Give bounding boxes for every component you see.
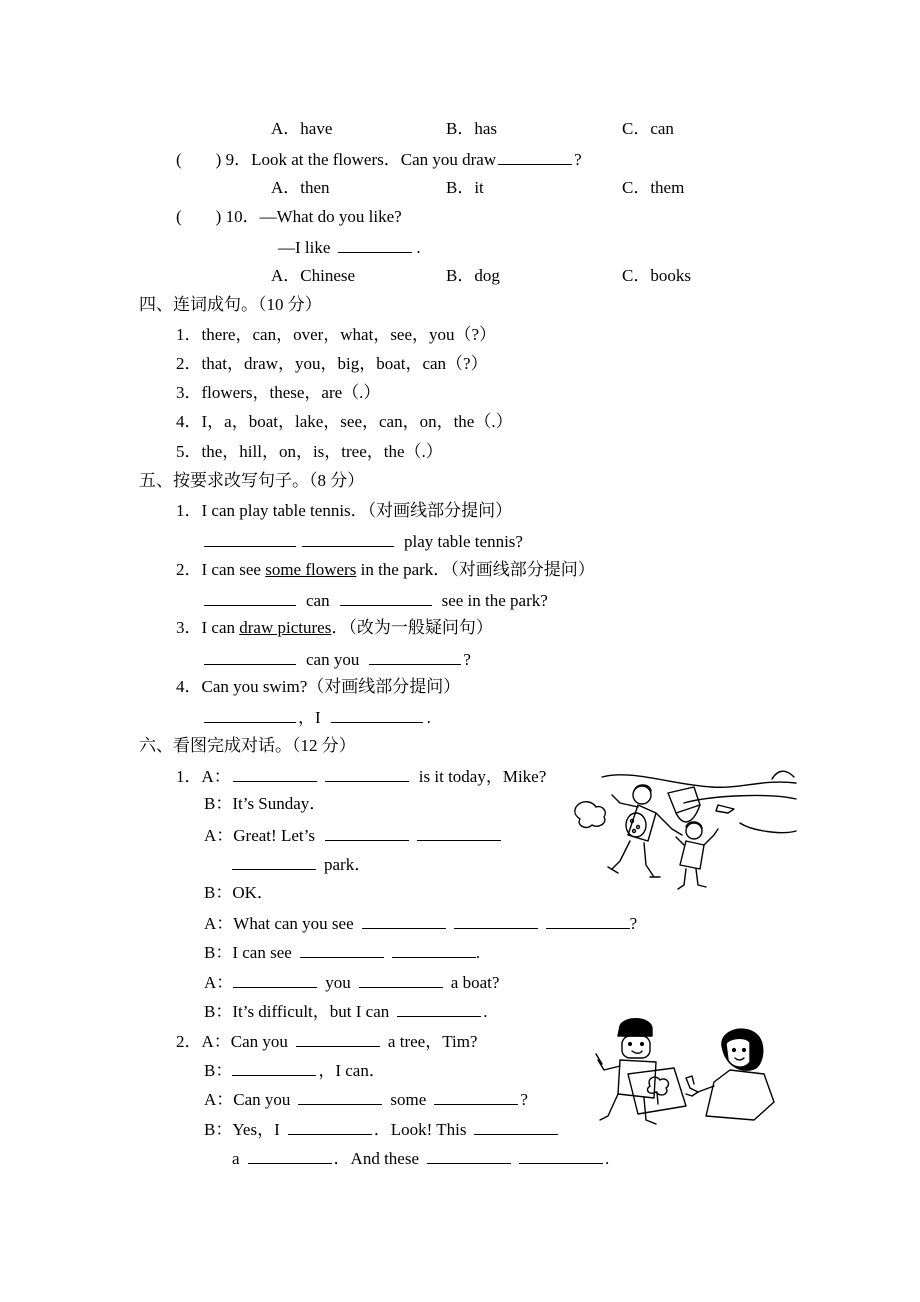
d2-line-1 [176,1030,477,1052]
d1-l6-b: ? [629,914,638,933]
d2-l1-a: 2．A：Can you [176,1032,288,1051]
s5-i1-blank-1[interactable] [204,530,296,547]
d1-l8-b: you [325,973,351,992]
s5-i2-pre: 2．I can see [176,560,266,579]
s5-i2-mid: can [306,591,330,610]
d2-l4-blank-2[interactable] [474,1118,558,1135]
d1-l4-blank[interactable] [232,853,316,870]
lake-top [684,796,796,803]
s4-item-5: 5．the，hill，on，is，tree，the（.） [176,442,443,461]
d1-l9-a: B：It’s difficult，but I can [204,1002,390,1021]
park-illustration [572,765,800,897]
d1-line-3 [204,824,501,846]
d2-l1-blank[interactable] [296,1030,380,1047]
s4-item-3: 3．flowers，these，are（.） [176,383,381,402]
girl-face [726,1038,750,1067]
section-5-title: 五、按要求改写句子。（8 分） [139,471,365,490]
s5-i4-blank-1[interactable] [204,706,296,723]
d2-l2-a: B： [204,1061,233,1080]
d1-l6-blank-3[interactable] [546,912,630,929]
thumbs-up [686,1076,694,1088]
q10-line2 [278,236,421,258]
s5-i4-mid: ，I [298,708,321,727]
d1-l6-a: A：What can you see [204,914,354,933]
d2-l2-blank[interactable] [232,1059,316,1076]
q10-text: 10．—What do you like? [225,207,402,226]
d1-l8-c: a boat? [450,973,500,992]
hill-line [602,775,796,787]
d2-l3-b: some [390,1090,427,1109]
s5-i3-blank-2[interactable] [369,648,461,665]
s5-item-1-answer [204,530,523,552]
boy-hair [618,1019,652,1036]
d1-l8-a: A： [204,973,234,992]
d2-l5-c: . [605,1149,610,1168]
d1-l9-blank[interactable] [397,1000,481,1017]
s5-i4-tail: . [426,708,431,727]
q8-option-b: B．has [446,119,497,138]
d2-l3-blank-1[interactable] [298,1088,382,1105]
q8-option-a: A．have [271,119,333,138]
d1-l3-blank-1[interactable] [325,824,409,841]
d1-l1-blank-1[interactable] [233,765,317,782]
s5-item-2-answer [204,589,548,611]
d1-line-2: B：It’s Sunday． [204,794,327,813]
s5-i3-underlined: draw pictures [239,618,332,637]
q10-line [176,207,402,227]
d2-l3-a: A：Can you [204,1090,291,1109]
d2-l5-a: a [232,1149,240,1168]
d2-line-2 [204,1059,386,1081]
d1-l7-b: . [475,943,481,962]
d2-l5-blank-1[interactable] [248,1147,332,1164]
d1-l7-blank-1[interactable] [300,941,384,958]
s5-i3-post: ．（改为一般疑问句） [331,618,493,637]
d2-l1-b: a tree，Tim? [387,1032,478,1051]
s5-i2-tail: see in the park? [441,591,548,610]
boat [716,805,734,813]
q9-answer-paren[interactable]: ( ) [176,150,222,169]
d2-l4-b: ．Look! This [373,1120,467,1139]
d1-l3-a: A：Great! Let’s [204,826,315,845]
d1-l8-blank-1[interactable] [233,971,317,988]
lake-bottom [740,823,796,833]
drawing-illustration [594,1016,784,1144]
s5-item-4-answer [204,706,431,728]
d2-l4-a: B：Yes，I [204,1120,280,1139]
s5-i2-blank-2[interactable] [340,589,432,606]
s5-i3-mid: can you [306,650,360,669]
d1-l7-blank-2[interactable] [392,941,476,958]
q10-blank[interactable] [338,236,412,253]
d1-line-8 [204,971,499,993]
q10-option-b: B．dog [446,266,500,285]
q9-line [176,148,582,170]
d2-line-4 [204,1118,558,1140]
d2-l2-b: ，I can． [318,1061,386,1080]
s5-item-3 [176,618,493,638]
s5-i2-post: in the park．（对画线部分提问） [356,560,595,579]
s5-i2-blank-1[interactable] [204,589,296,606]
d1-l1-b: is it today，Mike? [418,767,547,786]
d2-l5-blank-3[interactable] [519,1147,603,1164]
d1-line-6 [204,912,637,934]
s5-i3-blank-1[interactable] [204,648,296,665]
d1-l6-blank-1[interactable] [362,912,446,929]
s5-item-3-answer [204,648,471,670]
d1-line-5: B：OK． [204,883,274,902]
q10-option-a: A．Chinese [271,266,356,285]
q9-option-b: B．it [446,178,484,197]
d1-l3-blank-2[interactable] [417,824,501,841]
section-4-title: 四、连词成句。（10 分） [139,295,322,314]
q9-text: 9．Look at the flowers．Can you draw [225,150,497,169]
d2-l5-blank-2[interactable] [427,1147,511,1164]
q10-line2-text: —I like [278,238,331,257]
drawing-paper [628,1068,686,1114]
d2-line-5 [232,1147,609,1169]
s5-i2-underlined: some flowers [265,560,357,579]
d2-l4-blank-1[interactable] [288,1118,372,1135]
d2-l3-blank-2[interactable] [434,1088,518,1105]
d2-line-3 [204,1088,528,1110]
q8-option-c: C．can [622,119,674,138]
d1-line-9 [204,1000,488,1022]
d1-l6-blank-2[interactable] [454,912,538,929]
d1-line-4 [232,853,371,875]
q10-answer-paren[interactable]: ( ) [176,207,222,226]
d1-l8-blank-2[interactable] [359,971,443,988]
girl-body [706,1070,774,1120]
d1-l4-a: park． [324,855,372,874]
q9-end: ? [574,150,582,169]
q10-end: . [416,238,421,257]
q9-blank[interactable] [498,148,572,165]
s5-i3-tail: ? [463,650,471,669]
d2-l3-c: ? [520,1090,528,1109]
s5-i1-blank-2[interactable] [302,530,394,547]
section-6-title: 六、看图完成对话。（12 分） [139,736,356,755]
boy-face [622,1036,650,1058]
d1-l7-a: B：I can see [204,943,292,962]
s5-i1-tail: play table tennis? [404,532,523,551]
s4-item-4: 4．I，a，boat，lake，see，can，on，the（.） [176,412,513,431]
d2-l5-b: ．And these [333,1149,420,1168]
d1-l1-a: 1．A： [176,767,231,786]
q10-option-c: C．books [622,266,691,285]
d1-line-7 [204,941,480,963]
s5-i4-blank-2[interactable] [331,706,423,723]
child-2-head [686,823,702,839]
d1-l1-blank-2[interactable] [325,765,409,782]
s4-item-1: 1．there，can，over，what，see，you（?） [176,325,497,344]
s5-item-4: 4．Can you swim?（对画线部分提问） [176,677,461,696]
s4-item-2: 2．that，draw，you，big，boat，can（?） [176,354,488,373]
q9-option-c: C．them [622,178,685,197]
d1-line-1 [176,765,546,787]
drawn-tree [648,1077,669,1095]
s5-item-1: 1．I can play table tennis．（对画线部分提问） [176,501,513,520]
bush [575,802,605,828]
q9-option-a: A．then [271,178,330,197]
d1-l9-b: . [483,1002,488,1021]
s5-i3-pre: 3．I can [176,618,240,637]
s5-item-2 [176,560,595,580]
